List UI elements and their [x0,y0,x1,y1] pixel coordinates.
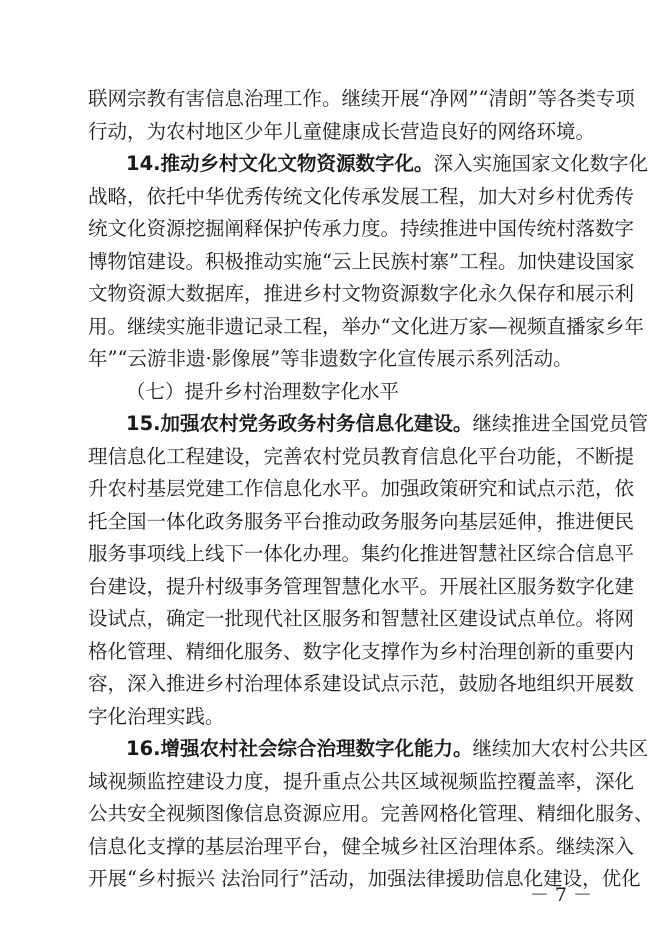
body-line: 格化管理、精细化服务、数字化支撑作为乡村治理创新的重要内 [88,640,635,663]
body-line: 年”“云游非遗·影像展”等非遗数字化宣传展示系列活动。 [88,347,573,370]
item-15-first-line [126,411,649,437]
body-line: 行动，为农村地区少年儿童健康成长营造良好的网络环境。 [88,120,596,143]
body-line: 公共安全视频图像信息资源应用。完善网格化管理、精细化服务、 [88,802,654,825]
section-heading: （七）提升乡村治理数字化水平 [126,380,400,403]
body-line: 服务事项线上线下一体化办理。集约化推进智慧社区综合信息平 [88,542,635,565]
item-15-heading: 15.加强农村党务政务村务信息化建设。 [126,412,473,435]
body-line: 战略，依托中华优秀传统文化传承发展工程，加大对乡村优秀传 [88,185,635,208]
item-16-heading: 16.增强农村社会综合治理数字化能力。 [126,737,473,760]
body-line: 容，深入推进乡村治理体系建设试点示范，鼓励各地组织开展数 [88,672,635,695]
body-line: 域视频监控建设力度，提升重点公共区域视频监控覆盖率，深化 [88,770,635,793]
body-line: 台建设，提升村级事务管理智慧化水平。开展社区服务数字化建 [88,575,635,598]
item-14-first-text: 深入实施国家文化数字化 [433,152,649,175]
page-number: － 7 － [529,884,592,906]
body-line: 设试点，确定一批现代社区服务和智慧社区建设试点单位。将网 [88,607,635,630]
body-line: 理信息化工程建设，完善农村党员教育信息化平台功能，不断提 [88,445,635,468]
item-16-first-text: 继续加大农村公共区 [472,737,649,760]
body-line: 统文化资源挖掘阐释保护传承力度。持续推进中国传统村落数字 [88,217,635,240]
body-line: 开展“乡村振兴 法治同行”活动，加强法律援助信息化建设，优化 [88,867,641,890]
body-line: 字化治理实践。 [88,705,225,728]
item-14-first-line [126,151,649,177]
body-line: 联网宗教有害信息治理工作。继续开展“净网”“清朗”等各类专项 [88,87,635,110]
item-15-first-text: 继续推进全国党员管 [472,412,649,435]
item-14-heading: 14.推动乡村文化文物资源数字化。 [126,152,434,175]
item-16-first-line [126,736,649,762]
body-line: 用。继续实施非遗记录工程，举办“文化进万家—视频直播家乡年 [88,315,644,338]
body-line: 升农村基层党建工作信息化水平。加强政策研究和试点示范，依 [88,477,635,500]
body-line: 文物资源大数据库，推进乡村文物资源数字化永久保存和展示利 [88,282,635,305]
body-line: 信息化支撑的基层治理平台，健全城乡社区治理体系。继续深入 [88,835,635,858]
body-line: 托全国一体化政务服务平台推动政务服务向基层延伸，推进便民 [88,510,635,533]
body-line: 博物馆建设。积极推动实施“云上民族村寨”工程。加快建设国家 [88,250,635,273]
